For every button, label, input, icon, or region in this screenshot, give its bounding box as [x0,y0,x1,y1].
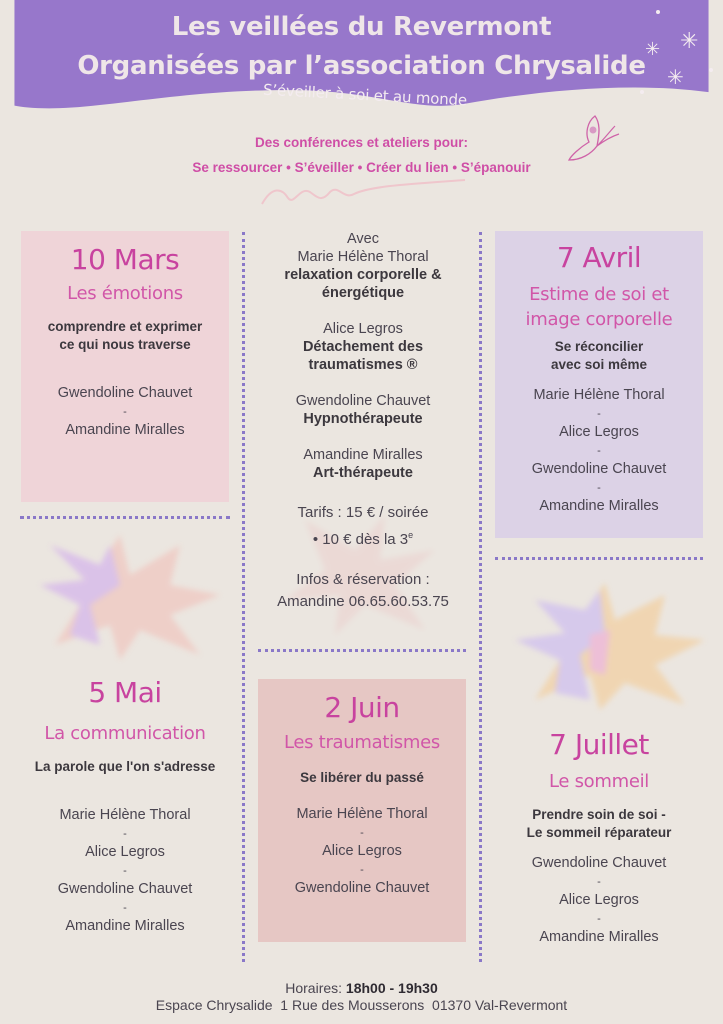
speaker-name: Gwendoline Chauvet [294,880,430,896]
speaker-name: Marie Hélène Thoral [59,807,191,823]
booking-phone[interactable]: Amandine 06.65.60.53.75 [277,593,449,610]
speaker-separator: - [123,406,127,418]
intro-heading: Des conférences et ateliers pour: [254,135,469,150]
star-dot-icon [656,10,660,14]
pricing-discount-sup: e [408,530,414,540]
speaker-name: Marie Hélène Thoral [296,806,428,822]
speaker-separator: - [597,876,601,888]
event-subtitle: Le sommeil réparateur [526,825,672,840]
event-card-7-juillet [495,728,703,958]
presenter-role: Hypnothérapeute [303,411,423,427]
row-divider [495,557,703,560]
speaker-name: Amandine Miralles [65,422,185,438]
presenter-name: Amandine Miralles [303,447,423,463]
star-dot-icon [640,90,644,94]
speaker-separator: - [597,445,601,457]
presenter-name: Gwendoline Chauvet [295,393,431,409]
event-topic: Les traumatismes [284,732,440,753]
paint-splash-decoration [505,575,715,715]
presenters-list [258,230,468,613]
event-date: 10 Mars [70,243,180,276]
speaker-name: Amandine Miralles [539,929,659,945]
presenter-role: traumatismes ® [308,357,418,373]
event-date: 7 Juillet [549,728,649,761]
presenter-role: énergétique [321,285,405,301]
event-subtitle: avec soi même [550,357,648,372]
event-topic: image corporelle [525,309,673,330]
speaker-separator: - [123,865,127,877]
event-subtitle: Se libérer du passé [300,770,424,785]
presenters-intro: Avec [347,231,379,247]
event-topic: Les émotions [67,283,183,304]
pricing-discount-text: • 10 € dès la 3 [312,531,409,548]
butterfly-icon [565,112,625,172]
sparkle-icon: ✳ [667,67,684,89]
speaker-name: Alice Legros [559,424,639,440]
speaker-separator: - [597,408,601,420]
speaker-name: Amandine Miralles [539,498,659,514]
footer-hours [0,980,723,996]
hours-label: Horaires: [285,980,346,996]
event-card-10-mars [21,231,229,502]
speaker-separator: - [360,864,364,876]
sparkle-icon: ✳ [680,28,699,53]
speaker-separator: - [597,482,601,494]
event-subtitle: comprendre et exprimer [47,319,203,334]
event-card-2-juin [258,679,466,942]
speaker-separator: - [123,902,127,914]
intro-themes: Se ressourcer • S’éveiller • Créer du lien • S’épanouir [192,160,531,175]
row-divider [258,649,466,652]
speaker-separator: - [123,828,127,840]
speaker-name: Alice Legros [559,892,639,908]
presenter-role: Détachement des [302,339,424,355]
star-dot-icon [709,68,713,72]
speaker-name: Gwendoline Chauvet [531,855,667,871]
event-subtitle: Se réconcilier [554,339,644,354]
paint-splash-decoration [30,525,230,665]
speaker-name: Gwendoline Chauvet [531,461,667,477]
speaker-name: Alice Legros [322,843,402,859]
event-card-5-mai [21,676,229,956]
hours-value: 18h00 - 19h30 [345,980,438,996]
speaker-name: Alice Legros [85,844,165,860]
speaker-separator: - [597,913,601,925]
event-card-7-avril [495,231,703,538]
row-divider [20,516,230,519]
speaker-name: Gwendoline Chauvet [57,881,193,897]
event-date: 5 Mai [88,676,162,709]
decorative-swirl [260,178,470,208]
event-subtitle: ce qui nous traverse [59,337,191,352]
event-topic: La communication [44,723,206,744]
event-topic: Estime de soi et [529,284,669,305]
booking-label: Infos & réservation : [296,571,430,588]
column-divider [479,232,482,962]
pricing-discount [258,524,468,551]
speaker-name: Amandine Miralles [65,918,185,934]
presenter-name: Alice Legros [323,321,403,337]
speaker-name: Marie Hélène Thoral [533,387,665,403]
speaker-name: Gwendoline Chauvet [57,385,193,401]
footer-address: Espace Chrysalide 1 Rue des Mousserons 01370 Val-Revermont [155,997,568,1013]
speaker-separator: - [360,827,364,839]
event-subtitle: La parole que l'on s'adresse [34,759,216,774]
presenter-name: Marie Hélène Thoral [297,249,429,265]
event-date: 7 Avril [556,241,642,274]
column-divider [242,232,245,962]
event-subtitle: Prendre soin de soi - [532,807,666,822]
page-title-line1: Les veillées du Revermont [171,12,552,42]
sparkle-icon: ✳ [645,39,661,59]
presenter-role: relaxation corporelle & [284,267,442,283]
page-title-line2: Organisées par l’association Chrysalide [77,51,646,81]
pricing-line: Tarifs : 15 € / soirée [297,504,429,521]
event-date: 2 Juin [324,691,400,724]
event-topic: Le sommeil [548,771,650,792]
tagline: S’éveiller à soi et au monde [262,80,468,110]
presenter-role: Art-thérapeute [313,465,413,481]
